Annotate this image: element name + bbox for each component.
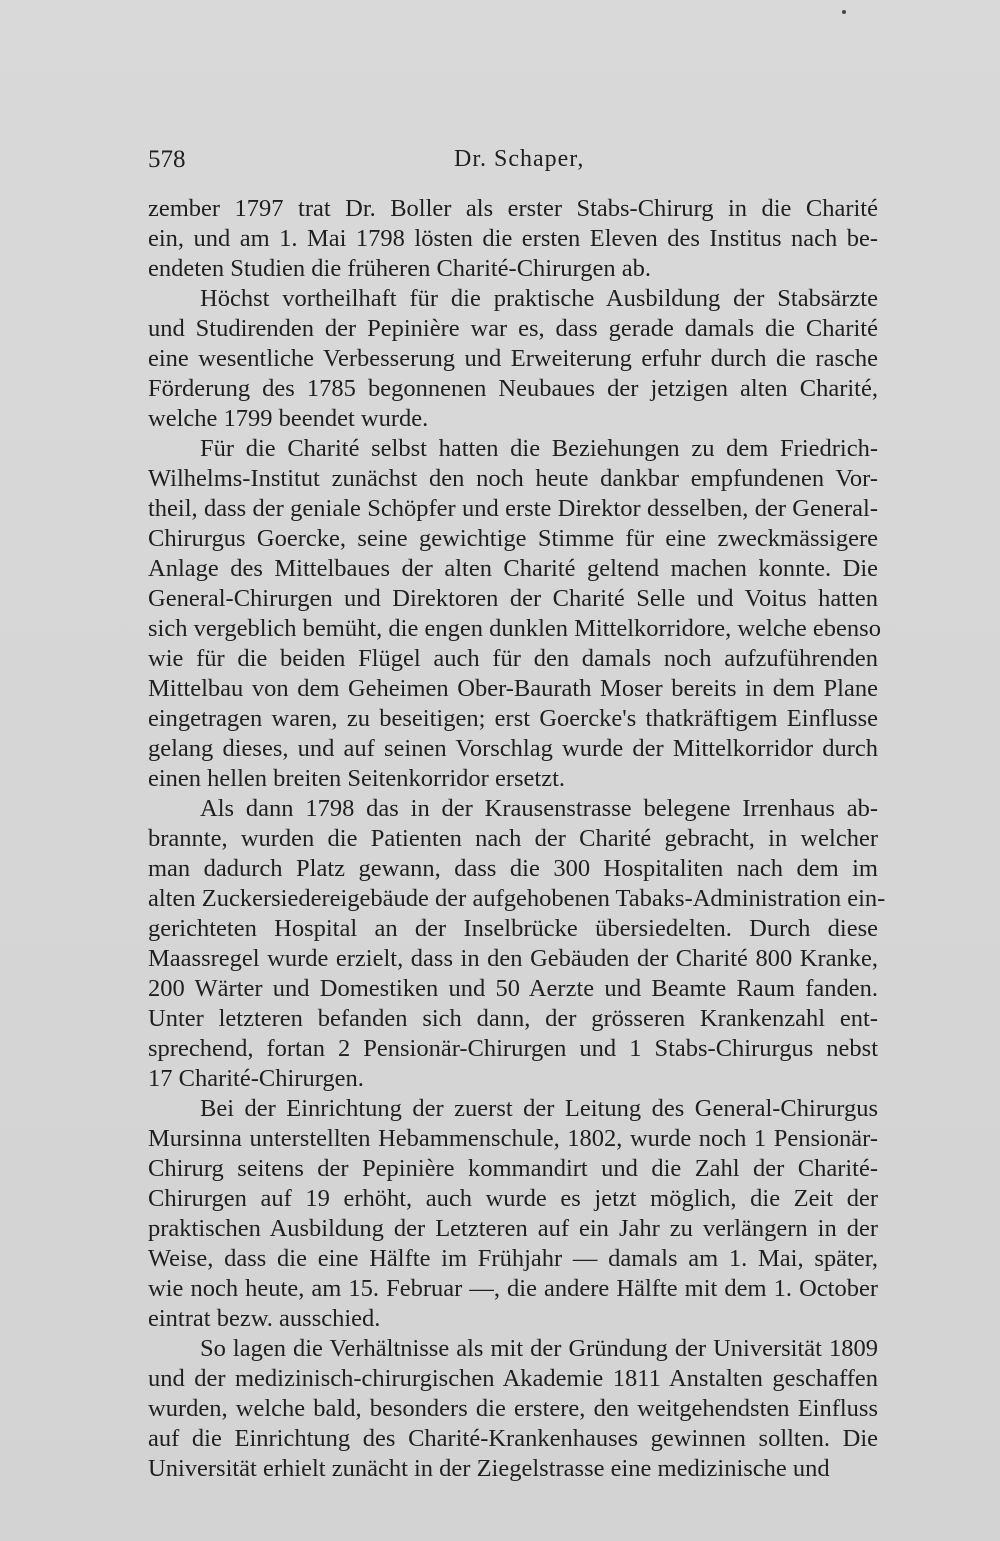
text-line: zember 1797 trat Dr. Boller als erster Stabs-Chirurg in die Charité	[148, 195, 878, 222]
text-line: und der medizinisch-chirurgischen Akademie 1811 Anstalten geschaffen	[148, 1365, 878, 1392]
text-line: eine wesentliche Verbesserung und Erweiterung erfuhr durch die rasche	[148, 345, 878, 372]
text-line: 200 Wärter und Domestiken und 50 Aerzte und Beamte Raum fanden.	[148, 975, 878, 1002]
text-line: welche 1799 beendet wurde.	[148, 405, 429, 432]
paragraph-5	[148, 1094, 878, 1334]
text-line: und Studirenden der Pepinière war es, dass gerade damals die Charité	[148, 315, 878, 342]
text-line: alten Zuckersiedereigebäude der aufgehobenen Tabaks-Administration ein-	[148, 885, 886, 912]
text-line: 17 Charité-Chirurgen.	[148, 1065, 364, 1092]
text-line: einen hellen breiten Seitenkorridor ersetzt.	[148, 765, 566, 792]
text-line: Unter letzteren befanden sich dann, der grösseren Krankenzahl ent-	[148, 1005, 878, 1032]
text-line: praktischen Ausbildung der Letzteren auf ein Jahr zu verlängern in der	[148, 1215, 878, 1242]
text-line: gelang dieses, und auf seinen Vorschlag wurde der Mittelkorridor durch	[148, 735, 878, 762]
text-line: Chirurgus Goercke, seine gewichtige Stimme für eine zweckmässigere	[148, 525, 878, 552]
text-line: sprechend, fortan 2 Pensionär-Chirurgen und 1 Stabs-Chirurgus nebst	[148, 1035, 878, 1062]
page-number: 578	[148, 146, 186, 173]
text-line: Wilhelms-Institut zunächst den noch heute dankbar empfundenen Vor-	[148, 465, 878, 492]
text-line: General-Chirurgen und Direktoren der Charité Selle und Voitus hatten	[148, 585, 878, 612]
text-line: sich vergeblich bemüht, die engen dunklen Mittelkorridore, welche ebenso	[148, 615, 881, 642]
text-line: Universität erhielt zunächt in der Ziegelstrasse eine medizinische und	[148, 1455, 830, 1482]
paragraph-6	[148, 1334, 878, 1484]
text-line: wurden, welche bald, besonders die erstere, den weitgehendsten Einfluss	[148, 1395, 878, 1422]
text-line: auf die Einrichtung des Charité-Krankenhauses gewinnen sollten. Die	[148, 1425, 878, 1452]
paragraph-3	[148, 434, 881, 794]
text-line: Chirurg seitens der Pepinière kommandirt und die Zahl der Charité-	[148, 1155, 878, 1182]
text-line: eintrat bezw. ausschied.	[148, 1305, 381, 1332]
text-line: Mursinna unterstellten Hebammenschule, 1802, wurde noch 1 Pensionär-	[148, 1125, 878, 1152]
text-line: ein, und am 1. Mai 1798 lösten die ersten Eleven des Institus nach be-	[148, 225, 878, 252]
body-text	[148, 194, 886, 1484]
text-line: Für die Charité selbst hatten die Beziehungen zu dem Friedrich-	[200, 435, 878, 462]
paragraph-1	[148, 194, 878, 284]
text-line: So lagen die Verhältnisse als mit der Gründung der Universität 1809	[200, 1335, 878, 1362]
text-line: wie für die beiden Flügel auch für den damals noch aufzuführenden	[148, 645, 878, 672]
text-line: Weise, dass die eine Hälfte im Frühjahr — damals am 1. Mai, später,	[148, 1245, 878, 1272]
text-line: Mittelbau von dem Geheimen Ober-Baurath Moser bereits in dem Plane	[148, 675, 878, 702]
text-line: Maassregel wurde erzielt, dass in den Gebäuden der Charité 800 Kranke,	[148, 945, 878, 972]
text-line: man dadurch Platz gewann, dass die 300 Hospitaliten nach dem im	[148, 855, 878, 882]
text-line: eingetragen waren, zu beseitigen; erst Goercke's thatkräftigem Einflusse	[148, 705, 878, 732]
running-head: Dr. Schaper,	[454, 146, 585, 172]
text-line: Förderung des 1785 begonnenen Neubaues der jetzigen alten Charité,	[148, 375, 878, 402]
text-line: Chirurgen auf 19 erhöht, auch wurde es jetzt möglich, die Zeit der	[148, 1185, 878, 1212]
page-speck	[842, 10, 846, 14]
page-header	[148, 146, 878, 178]
text-line: theil, dass der geniale Schöpfer und erste Direktor desselben, der General-	[148, 495, 878, 522]
text-line: brannte, wurden die Patienten nach der Charité gebracht, in welcher	[148, 825, 878, 852]
text-line: Höchst vortheilhaft für die praktische Ausbildung der Stabsärzte	[200, 285, 878, 312]
text-line: wie noch heute, am 15. Februar —, die andere Hälfte mit dem 1. October	[148, 1275, 878, 1302]
text-line: gerichteten Hospital an der Inselbrücke übersiedelten. Durch diese	[148, 915, 878, 942]
paragraph-2	[148, 284, 878, 434]
text-line: Als dann 1798 das in der Krausenstrasse belegene Irrenhaus ab-	[200, 795, 878, 822]
text-line: Anlage des Mittelbaues der alten Charité geltend machen konnte. Die	[148, 555, 878, 582]
text-line: endeten Studien die früheren Charité-Chirurgen ab.	[148, 255, 651, 282]
text-line: Bei der Einrichtung der zuerst der Leitung des General-Chirurgus	[200, 1095, 878, 1122]
paragraph-4	[148, 794, 886, 1094]
